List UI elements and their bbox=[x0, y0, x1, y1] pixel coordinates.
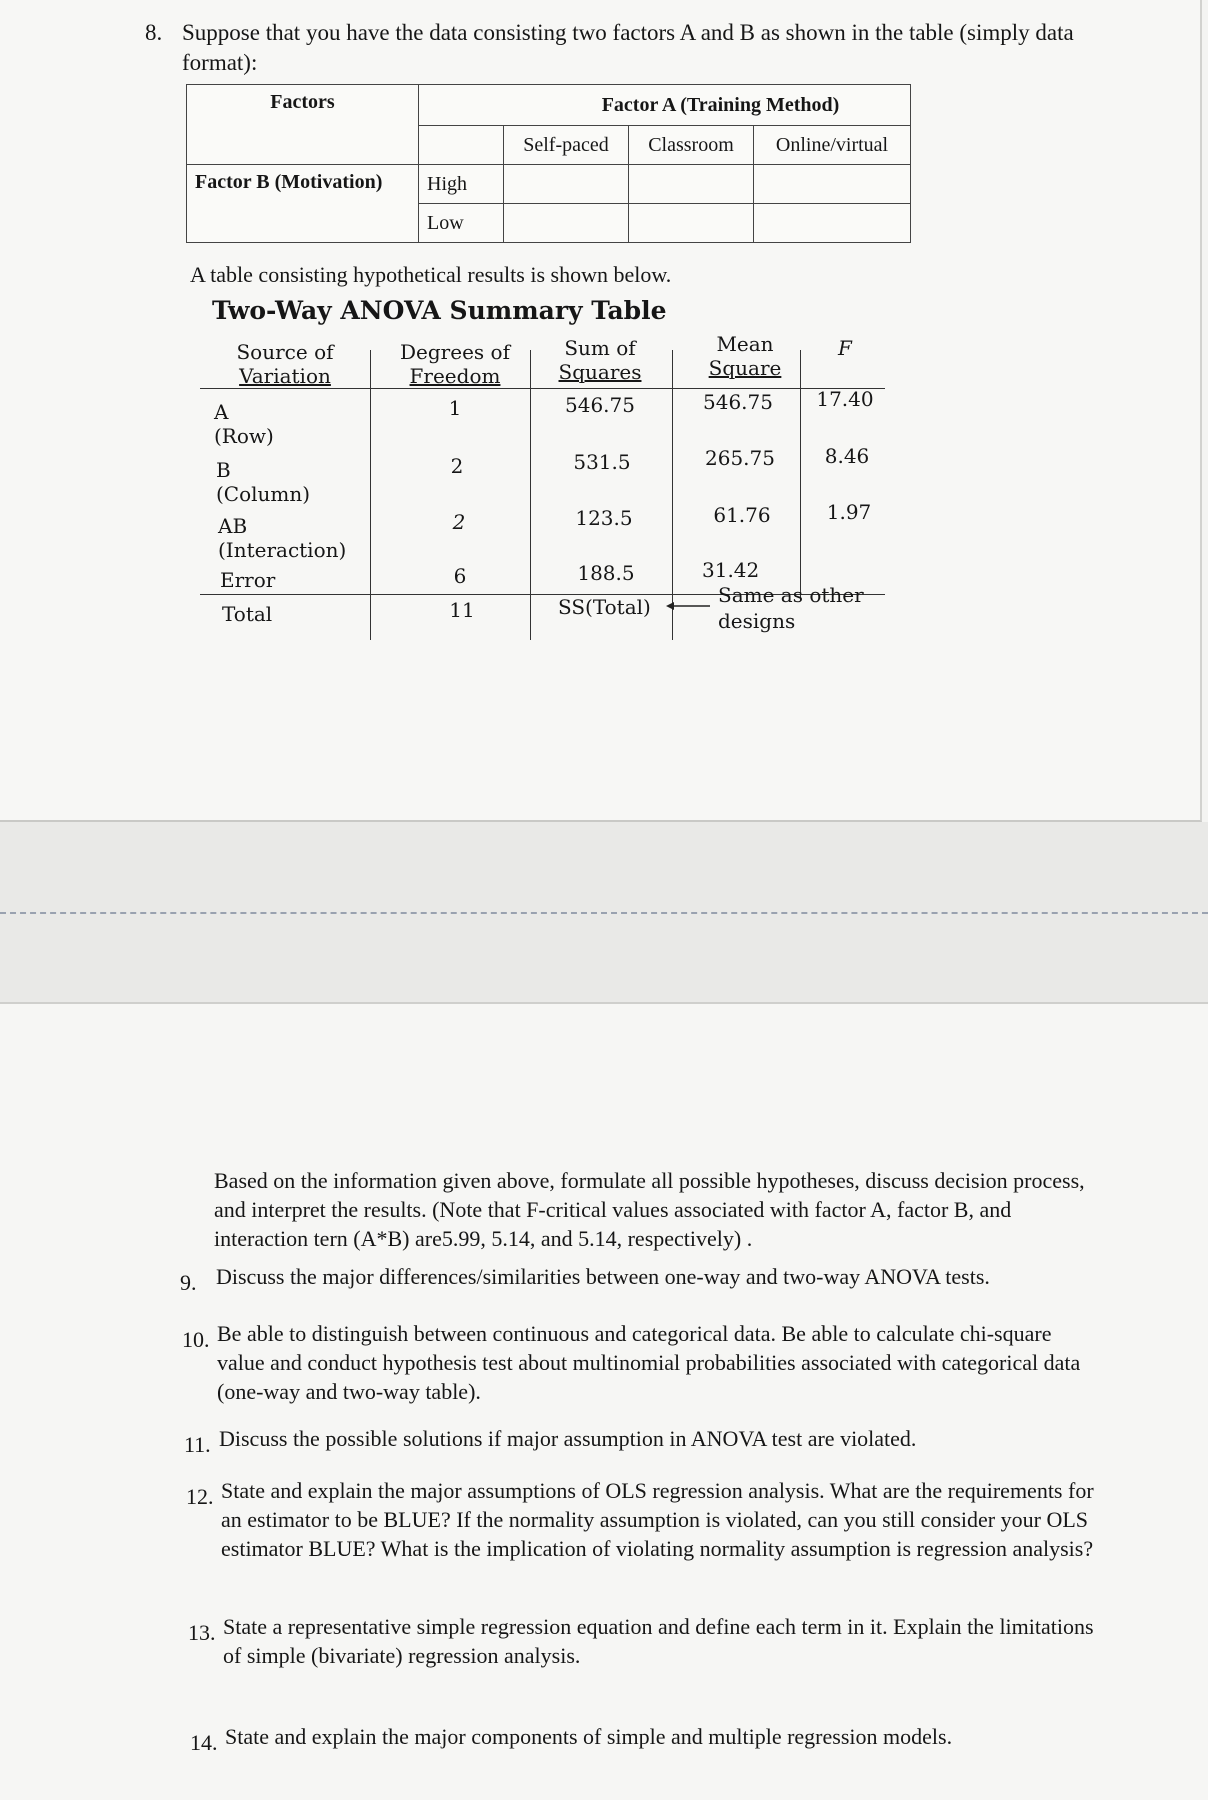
data-cell bbox=[629, 204, 754, 243]
anova-table bbox=[200, 330, 885, 640]
question-11-text: Discuss the possible solutions if major assumption in ANOVA test are violated. bbox=[219, 1426, 917, 1451]
header-source-line1: Source of bbox=[236, 340, 334, 364]
question-14-number: 14. bbox=[190, 1730, 218, 1755]
header-ss-line2: Squares bbox=[558, 360, 642, 384]
row-ab-source bbox=[218, 514, 346, 562]
row-header-low: Low bbox=[419, 204, 504, 243]
divider-line bbox=[370, 350, 371, 640]
row-b-ss: 531.5 bbox=[573, 450, 631, 474]
question-number: 8. bbox=[145, 20, 163, 45]
col-header-classroom: Classroom bbox=[629, 126, 754, 165]
row-a-ss: 546.75 bbox=[565, 393, 635, 417]
blank-cell bbox=[419, 126, 504, 165]
factors-header: Factors bbox=[187, 85, 419, 165]
header-ms-line1: Mean bbox=[716, 332, 774, 356]
header-ms-line2: Square bbox=[708, 356, 782, 380]
header-df bbox=[390, 340, 520, 388]
header-df-line2: Freedom bbox=[409, 364, 501, 388]
factor-table bbox=[186, 84, 911, 243]
question-12-text: State and explain the major assumptions of OLS regression analysis. What are the requirements for an estimator to be BLUE? If the normality assumption is violated, can you still consider your OLS estimator BLUE? What is the implication of violating normality assumption is regression analysis? bbox=[221, 1478, 1094, 1561]
row-ab-f: 1.97 bbox=[826, 500, 872, 524]
header-source-line2: Variation bbox=[239, 364, 331, 388]
row-error-ms: 31.42 bbox=[702, 558, 760, 582]
question-13-text: State a representative simple regression equation and define each term in it. Explain the limitations of simple (bivariate) regression analysis. bbox=[223, 1614, 1094, 1668]
data-cell bbox=[504, 165, 629, 204]
data-cell bbox=[629, 165, 754, 204]
row-total-source: Total bbox=[222, 602, 273, 626]
row-a-f: 17.40 bbox=[816, 387, 874, 411]
row-b-ms: 265.75 bbox=[705, 446, 775, 470]
row-a-source bbox=[214, 400, 274, 448]
row-b-df: 2 bbox=[450, 454, 464, 478]
row-header-high: High bbox=[419, 165, 504, 204]
question-text: Suppose that you have the data consisting two factors A and B as shown in the table (simply data format): bbox=[182, 20, 1074, 75]
row-total-df: 11 bbox=[449, 598, 475, 622]
row-a-ms: 546.75 bbox=[703, 390, 773, 414]
row-error-source: Error bbox=[220, 568, 276, 592]
total-note bbox=[718, 582, 864, 634]
header-ss-line1: Sum of bbox=[564, 336, 636, 360]
question-9-number: 9. bbox=[180, 1270, 197, 1295]
header-ss bbox=[545, 336, 655, 384]
source-line2: (Row) bbox=[214, 424, 274, 448]
row-a-df: 1 bbox=[448, 396, 462, 420]
factor-a-header: Factor A (Training Method) bbox=[419, 85, 911, 126]
data-cell bbox=[754, 165, 911, 204]
source-line2: (Column) bbox=[216, 482, 311, 506]
source-line1: AB bbox=[218, 514, 248, 538]
question-13-number: 13. bbox=[188, 1620, 216, 1645]
data-cell bbox=[504, 204, 629, 243]
factor-b-header: Factor B (Motivation) bbox=[187, 165, 419, 243]
question-10-number: 10. bbox=[182, 1327, 210, 1352]
question-12-number: 12. bbox=[186, 1484, 214, 1509]
note-line2: designs bbox=[718, 609, 796, 633]
row-error-ss: 188.5 bbox=[577, 561, 635, 585]
header-rule bbox=[200, 388, 885, 389]
source-line1: A bbox=[214, 400, 229, 424]
source-line1: B bbox=[216, 458, 231, 482]
header-ms bbox=[690, 332, 800, 380]
row-ab-df: 2 bbox=[452, 510, 466, 534]
anova-title: Two-Way ANOVA Summary Table bbox=[212, 296, 667, 325]
divider-line bbox=[800, 350, 801, 600]
row-error-df: 6 bbox=[453, 564, 467, 588]
row-b-f: 8.46 bbox=[824, 444, 870, 468]
col-header-self-paced: Self-paced bbox=[504, 126, 629, 165]
anova-instruction: Based on the information given above, formulate all possible hypotheses, discuss decision process, and interpret the results. (Note that F-critical values associated with factor A, factor B, and interaction tern (A*B) are5.99, 5.14, and 5.14, respectively) . bbox=[214, 1168, 1085, 1251]
header-f: F bbox=[838, 336, 852, 360]
question-9-text: Discuss the major differences/similarities between one-way and two-way ANOVA tests. bbox=[216, 1264, 990, 1289]
left-arrow-icon bbox=[666, 594, 710, 618]
col-header-online: Online/virtual bbox=[754, 126, 911, 165]
row-ab-ss: 123.5 bbox=[575, 506, 633, 530]
header-source bbox=[230, 340, 340, 388]
row-b-source bbox=[216, 458, 310, 506]
table-caption: A table consisting hypothetical results is shown below. bbox=[190, 262, 672, 287]
dashed-separator bbox=[0, 912, 1208, 914]
row-total-ss: SS(Total) bbox=[558, 595, 651, 619]
question-11-number: 11. bbox=[184, 1432, 211, 1457]
question-10-text: Be able to distinguish between continuous and categorical data. Be able to calculate chi-square value and conduct hypothesis test about multinomial probabilities associated with categorical data (one-way and two-way table). bbox=[217, 1321, 1081, 1404]
data-cell bbox=[754, 204, 911, 243]
header-df-line1: Degrees of bbox=[400, 340, 510, 364]
row-ab-ms: 61.76 bbox=[713, 503, 771, 527]
question-14-text: State and explain the major components of simple and multiple regression models. bbox=[225, 1724, 953, 1749]
source-line2: (Interaction) bbox=[218, 538, 347, 562]
note-line1: Same as other bbox=[718, 583, 864, 607]
divider-line bbox=[530, 350, 531, 640]
